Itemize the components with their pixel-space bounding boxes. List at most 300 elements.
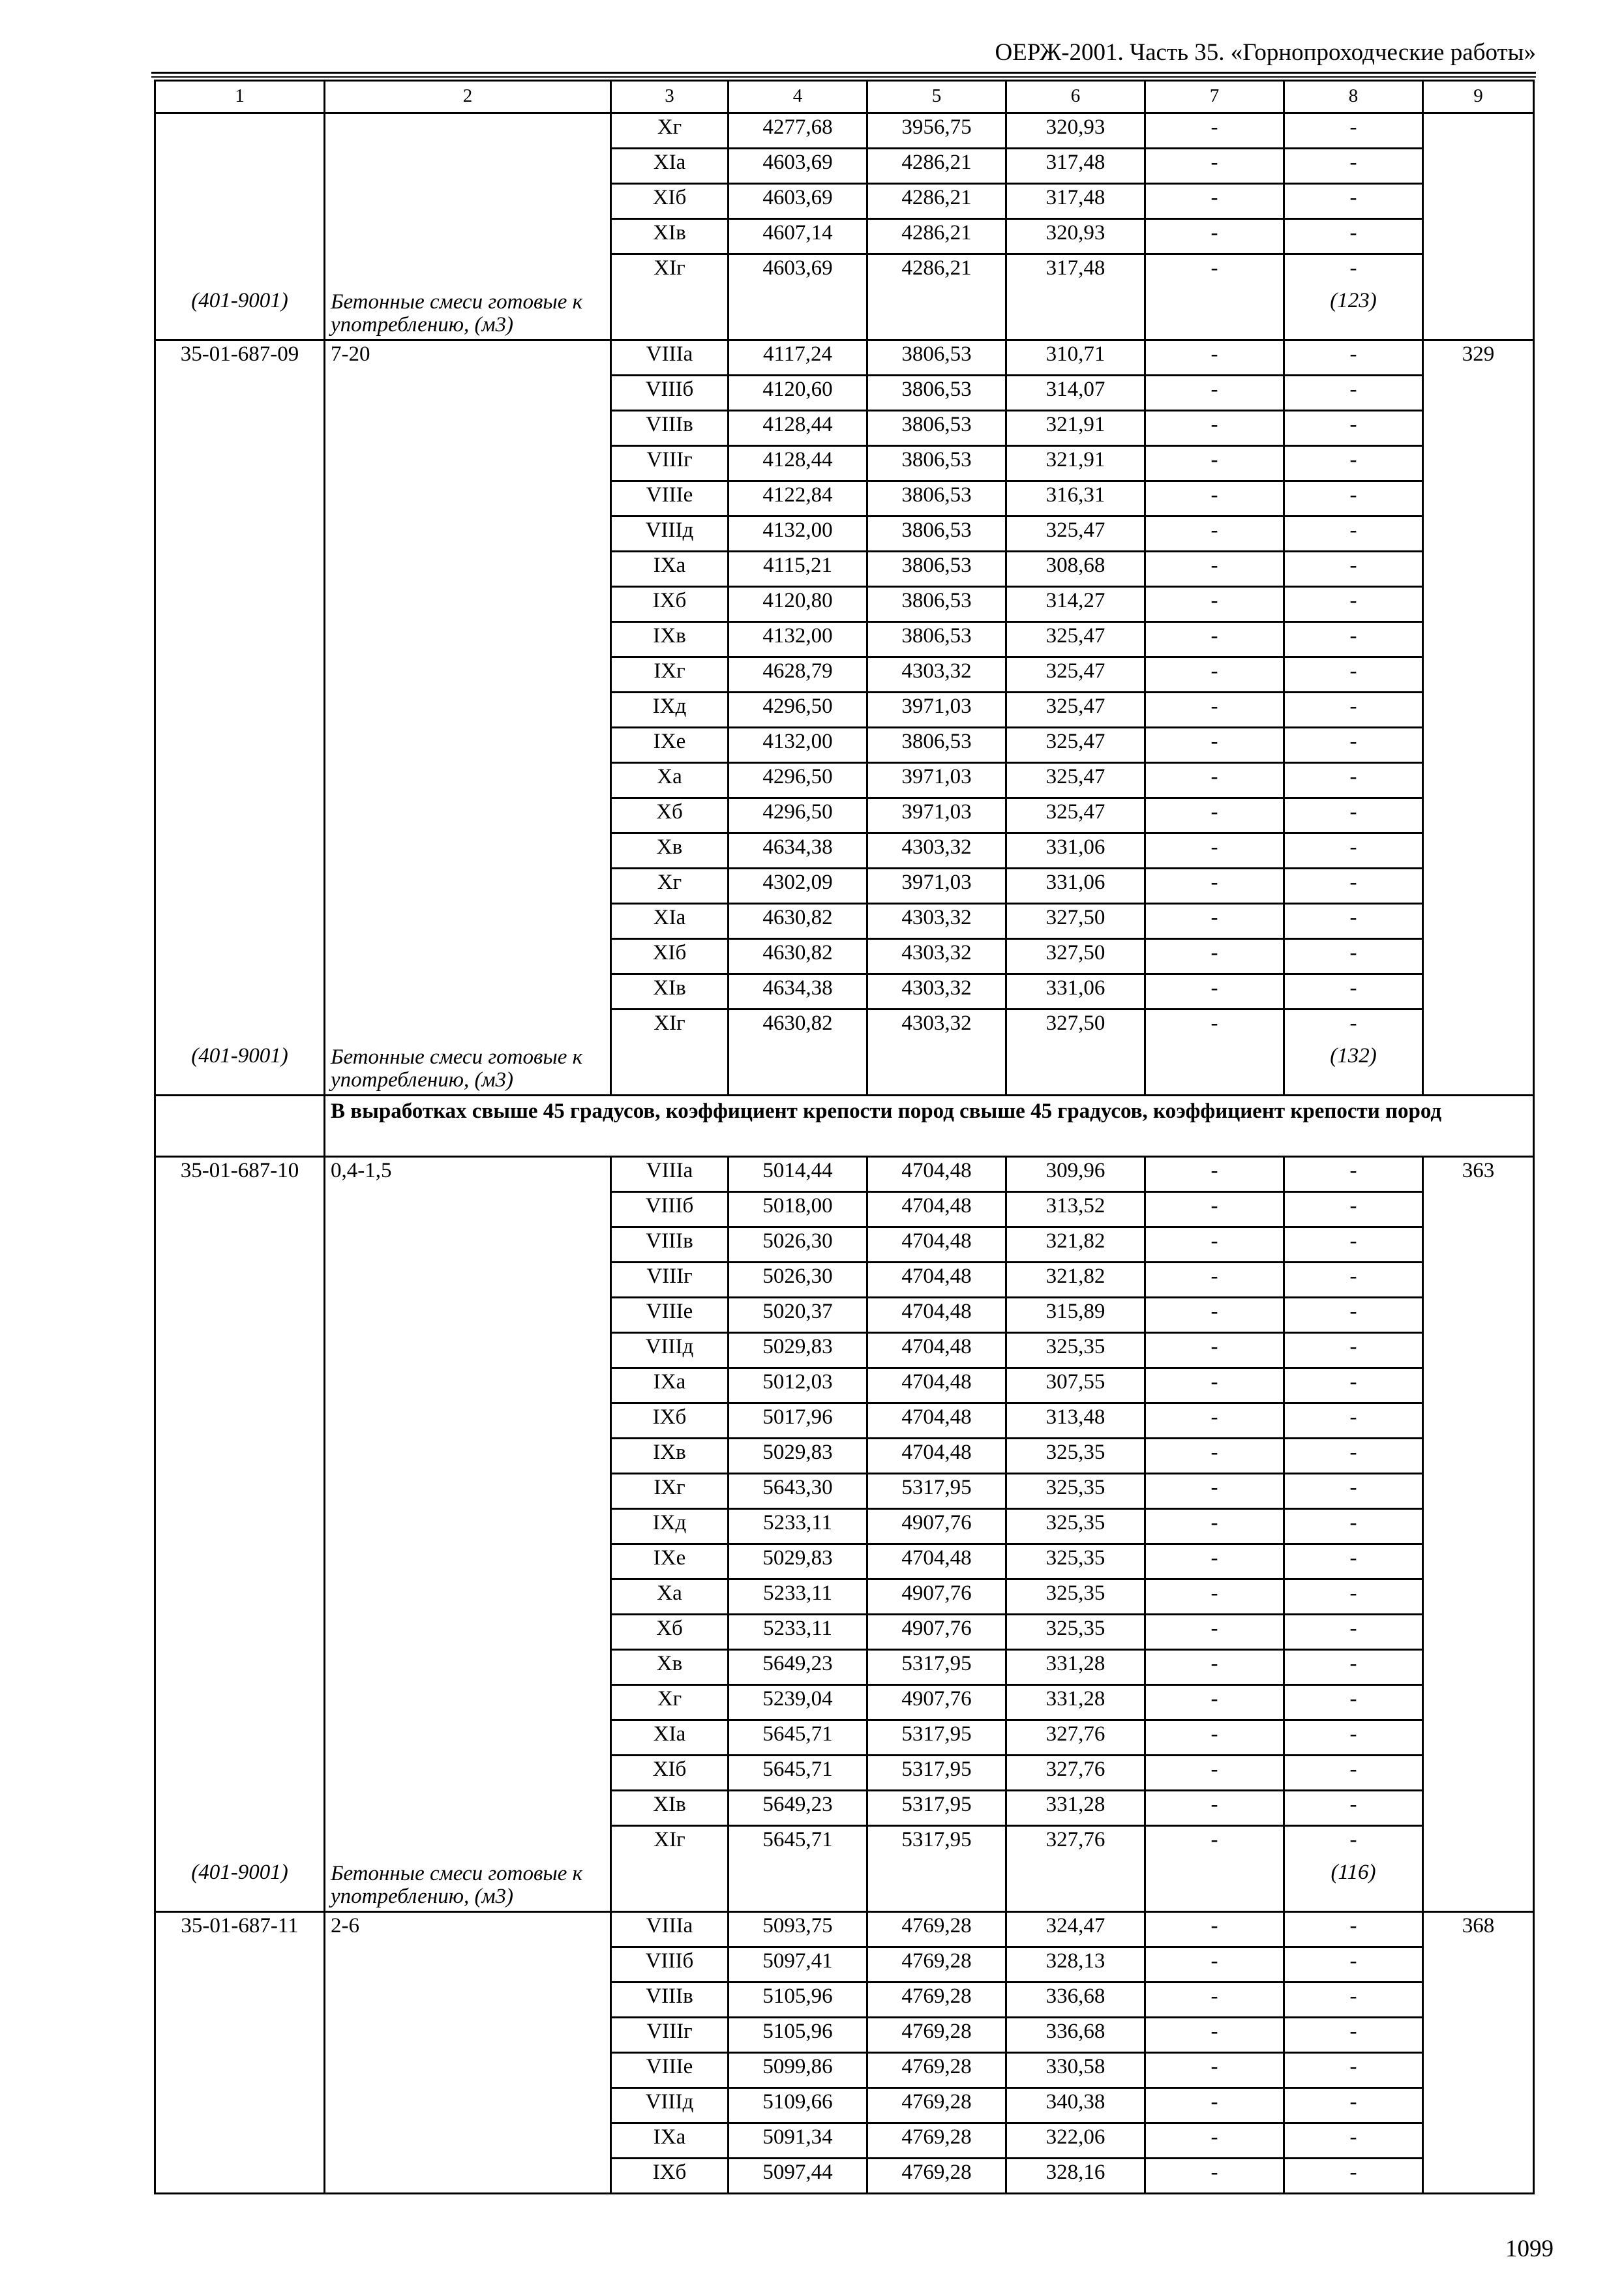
material-extra: - xyxy=(1284,833,1423,869)
parameter xyxy=(325,2053,611,2088)
material-extra: - xyxy=(1284,1650,1423,1685)
material-extra: - xyxy=(1284,1912,1423,1947)
table-row xyxy=(155,1720,1534,1756)
labor-hours xyxy=(1423,1298,1534,1333)
machine-cost: 316,31 xyxy=(1006,481,1145,516)
rate-code xyxy=(155,552,325,587)
parameter xyxy=(325,552,611,587)
total-cost: 5097,41 xyxy=(729,1947,867,1982)
table-row xyxy=(155,1263,1534,1298)
labor-cost: 4704,48 xyxy=(867,1192,1006,1227)
machine-cost: 325,35 xyxy=(1006,1439,1145,1474)
rate-code xyxy=(155,1263,325,1298)
labor-hours xyxy=(1423,254,1534,290)
material-extra: - xyxy=(1284,1157,1423,1192)
total-cost: 5099,86 xyxy=(729,2053,867,2088)
rock-category: VIIIе xyxy=(611,481,729,516)
material-extra: - xyxy=(1284,974,1423,1010)
total-cost: 4634,38 xyxy=(729,833,867,869)
material-extra: - xyxy=(1284,1615,1423,1650)
rate-code xyxy=(155,1509,325,1544)
total-cost: 4302,09 xyxy=(729,869,867,904)
labor-hours xyxy=(1423,1403,1534,1439)
rock-category: VIIIе xyxy=(611,1298,729,1333)
material-extra: - xyxy=(1284,1579,1423,1615)
rock-category: XIб xyxy=(611,939,729,974)
parameter xyxy=(325,728,611,763)
total-cost: 4132,00 xyxy=(729,622,867,657)
total-cost: 5017,96 xyxy=(729,1403,867,1439)
labor-cost: 3806,53 xyxy=(867,552,1006,587)
parameter xyxy=(325,516,611,552)
machine-cost: 320,93 xyxy=(1006,113,1145,149)
table-row xyxy=(155,2053,1534,2088)
parameter xyxy=(325,833,611,869)
labor-cost: 4704,48 xyxy=(867,1157,1006,1192)
material-extra: - xyxy=(1284,552,1423,587)
table-row xyxy=(155,1403,1534,1439)
labor-cost: 3971,03 xyxy=(867,798,1006,833)
machine-cost: 325,35 xyxy=(1006,1509,1145,1544)
parameter xyxy=(325,481,611,516)
total-cost: 5093,75 xyxy=(729,1912,867,1947)
parameter xyxy=(325,411,611,446)
rate-code xyxy=(155,113,325,149)
material-cost: - xyxy=(1145,1720,1284,1756)
material-extra: - xyxy=(1284,1227,1423,1263)
labor-hours xyxy=(1423,1509,1534,1544)
machine-cost: 331,06 xyxy=(1006,833,1145,869)
material-cost: - xyxy=(1145,2159,1284,2194)
material-extra: - xyxy=(1284,1756,1423,1791)
material-cost: - xyxy=(1145,1474,1284,1509)
material-extra: - xyxy=(1284,2053,1423,2088)
rock-category: Xв xyxy=(611,1650,729,1685)
labor-hours xyxy=(1423,657,1534,693)
rate-code xyxy=(155,904,325,939)
table-row xyxy=(155,340,1534,376)
table-row xyxy=(155,481,1534,516)
total-cost: 5091,34 xyxy=(729,2123,867,2159)
rock-category: XIг xyxy=(611,1010,729,1045)
material-extra: - xyxy=(1284,340,1423,376)
total-cost: 5018,00 xyxy=(729,1192,867,1227)
labor-cost: 5317,95 xyxy=(867,1650,1006,1685)
resource-code: (401-9001) xyxy=(155,290,325,340)
rate-code xyxy=(155,1368,325,1403)
labor-hours xyxy=(1423,1947,1534,1982)
table-row xyxy=(155,516,1534,552)
rate-code xyxy=(155,1826,325,1861)
material-cost: - xyxy=(1145,587,1284,622)
labor-cost: 3806,53 xyxy=(867,446,1006,481)
labor-hours xyxy=(1423,1333,1534,1368)
rate-code xyxy=(155,1615,325,1650)
material-extra: - xyxy=(1284,1544,1423,1579)
machine-cost: 314,07 xyxy=(1006,376,1145,411)
material-extra: - xyxy=(1284,622,1423,657)
labor-cost: 4704,48 xyxy=(867,1439,1006,1474)
labor-cost: 3806,53 xyxy=(867,340,1006,376)
rate-code xyxy=(155,2053,325,2088)
resource-label: Бетонные смеси готовые к употреблению, (м3) xyxy=(325,1045,611,1096)
total-cost: 4603,69 xyxy=(729,254,867,290)
price-table xyxy=(154,80,1535,2194)
rock-category: Xг xyxy=(611,1685,729,1720)
material-cost: - xyxy=(1145,798,1284,833)
labor-hours xyxy=(1423,2018,1534,2053)
resource-quantity: (132) xyxy=(1284,1045,1423,1096)
section-empty-cell xyxy=(155,1096,325,1157)
rock-category: VIIIг xyxy=(611,1263,729,1298)
resource-empty-cell xyxy=(611,1861,729,1912)
labor-cost: 5317,95 xyxy=(867,1720,1006,1756)
labor-cost: 4704,48 xyxy=(867,1403,1006,1439)
table-row xyxy=(155,411,1534,446)
material-cost: - xyxy=(1145,1333,1284,1368)
machine-cost: 307,55 xyxy=(1006,1368,1145,1403)
table-row xyxy=(155,1192,1534,1227)
column-number: 2 xyxy=(325,81,611,113)
labor-hours xyxy=(1423,833,1534,869)
material-cost: - xyxy=(1145,2053,1284,2088)
machine-cost: 321,82 xyxy=(1006,1263,1145,1298)
rate-code xyxy=(155,1227,325,1263)
parameter xyxy=(325,1756,611,1791)
material-extra: - xyxy=(1284,1298,1423,1333)
machine-cost: 325,35 xyxy=(1006,1474,1145,1509)
table-row xyxy=(155,1982,1534,2018)
material-cost: - xyxy=(1145,1439,1284,1474)
resource-empty-cell xyxy=(1423,290,1534,340)
labor-cost: 5317,95 xyxy=(867,1791,1006,1826)
machine-cost: 321,91 xyxy=(1006,446,1145,481)
machine-cost: 331,06 xyxy=(1006,974,1145,1010)
rock-category: XIг xyxy=(611,1826,729,1861)
parameter xyxy=(325,376,611,411)
total-cost: 5029,83 xyxy=(729,1439,867,1474)
machine-cost: 320,93 xyxy=(1006,219,1145,254)
material-extra: - xyxy=(1284,1826,1423,1861)
table-row xyxy=(155,254,1534,290)
labor-hours: 368 xyxy=(1423,1912,1534,1947)
total-cost: 5233,11 xyxy=(729,1509,867,1544)
table-row xyxy=(155,1579,1534,1615)
rate-code xyxy=(155,974,325,1010)
labor-cost: 4704,48 xyxy=(867,1544,1006,1579)
machine-cost: 330,58 xyxy=(1006,2053,1145,2088)
labor-cost: 4769,28 xyxy=(867,1982,1006,2018)
total-cost: 4128,44 xyxy=(729,411,867,446)
rate-code xyxy=(155,2123,325,2159)
table-row xyxy=(155,904,1534,939)
material-cost: - xyxy=(1145,1368,1284,1403)
resource-row xyxy=(155,1045,1534,1096)
table-row xyxy=(155,149,1534,184)
column-number: 1 xyxy=(155,81,325,113)
parameter xyxy=(325,1368,611,1403)
labor-cost: 4769,28 xyxy=(867,1947,1006,1982)
machine-cost: 336,68 xyxy=(1006,2018,1145,2053)
labor-hours xyxy=(1423,1263,1534,1298)
total-cost: 5233,11 xyxy=(729,1579,867,1615)
labor-cost: 4286,21 xyxy=(867,184,1006,219)
labor-hours xyxy=(1423,728,1534,763)
machine-cost: 340,38 xyxy=(1006,2088,1145,2123)
labor-hours xyxy=(1423,149,1534,184)
labor-cost: 4286,21 xyxy=(867,219,1006,254)
total-cost: 4120,60 xyxy=(729,376,867,411)
machine-cost: 331,28 xyxy=(1006,1791,1145,1826)
column-number: 5 xyxy=(867,81,1006,113)
machine-cost: 313,52 xyxy=(1006,1192,1145,1227)
material-extra: - xyxy=(1284,904,1423,939)
parameter xyxy=(325,1192,611,1227)
total-cost: 4607,14 xyxy=(729,219,867,254)
rock-category: XIб xyxy=(611,1756,729,1791)
material-extra: - xyxy=(1284,1720,1423,1756)
labor-cost: 5317,95 xyxy=(867,1756,1006,1791)
material-cost: - xyxy=(1145,1650,1284,1685)
rate-code xyxy=(155,1333,325,1368)
rate-code xyxy=(155,1720,325,1756)
material-extra: - xyxy=(1284,657,1423,693)
rock-category: Xг xyxy=(611,113,729,149)
labor-cost: 3806,53 xyxy=(867,516,1006,552)
material-cost: - xyxy=(1145,1157,1284,1192)
material-cost: - xyxy=(1145,2123,1284,2159)
total-cost: 4603,69 xyxy=(729,149,867,184)
machine-cost: 336,68 xyxy=(1006,1982,1145,2018)
rock-category: IXе xyxy=(611,728,729,763)
table-row xyxy=(155,1826,1534,1861)
material-extra: - xyxy=(1284,446,1423,481)
labor-cost: 4907,76 xyxy=(867,1685,1006,1720)
labor-hours xyxy=(1423,1756,1534,1791)
rock-category: IXд xyxy=(611,693,729,728)
total-cost: 4296,50 xyxy=(729,763,867,798)
labor-cost: 4769,28 xyxy=(867,1912,1006,1947)
column-number-row xyxy=(155,81,1534,113)
total-cost: 4296,50 xyxy=(729,798,867,833)
table-row xyxy=(155,587,1534,622)
labor-cost: 3956,75 xyxy=(867,113,1006,149)
parameter xyxy=(325,1579,611,1615)
rate-code xyxy=(155,2018,325,2053)
parameter xyxy=(325,939,611,974)
total-cost: 5645,71 xyxy=(729,1756,867,1791)
total-cost: 4115,21 xyxy=(729,552,867,587)
labor-cost: 3806,53 xyxy=(867,481,1006,516)
rate-code xyxy=(155,1579,325,1615)
labor-hours xyxy=(1423,1192,1534,1227)
labor-hours xyxy=(1423,411,1534,446)
material-extra: - xyxy=(1284,1474,1423,1509)
resource-quantity: (123) xyxy=(1284,290,1423,340)
material-cost: - xyxy=(1145,1509,1284,1544)
material-extra: - xyxy=(1284,1333,1423,1368)
material-extra: - xyxy=(1284,2018,1423,2053)
material-extra: - xyxy=(1284,1685,1423,1720)
labor-cost: 3971,03 xyxy=(867,869,1006,904)
table-row xyxy=(155,1947,1534,1982)
material-cost: - xyxy=(1145,2088,1284,2123)
table-row xyxy=(155,1756,1534,1791)
material-cost: - xyxy=(1145,552,1284,587)
material-cost: - xyxy=(1145,1263,1284,1298)
machine-cost: 310,71 xyxy=(1006,340,1145,376)
total-cost: 5029,83 xyxy=(729,1544,867,1579)
parameter xyxy=(325,798,611,833)
table-row xyxy=(155,1474,1534,1509)
rock-category: IXв xyxy=(611,622,729,657)
parameter xyxy=(325,1263,611,1298)
rate-code xyxy=(155,481,325,516)
labor-cost: 4907,76 xyxy=(867,1615,1006,1650)
labor-hours xyxy=(1423,552,1534,587)
rate-code xyxy=(155,1403,325,1439)
rock-category: XIа xyxy=(611,904,729,939)
total-cost: 4132,00 xyxy=(729,728,867,763)
material-extra: - xyxy=(1284,1263,1423,1298)
parameter xyxy=(325,1509,611,1544)
column-number: 4 xyxy=(729,81,867,113)
resource-row xyxy=(155,1861,1534,1912)
rate-code xyxy=(155,728,325,763)
rock-category: IXв xyxy=(611,1439,729,1474)
resource-code: (401-9001) xyxy=(155,1861,325,1912)
machine-cost: 325,47 xyxy=(1006,657,1145,693)
labor-cost: 4769,28 xyxy=(867,2053,1006,2088)
rate-code xyxy=(155,254,325,290)
resource-empty-cell xyxy=(729,290,867,340)
parameter xyxy=(325,2088,611,2123)
table-row xyxy=(155,1912,1534,1947)
labor-hours xyxy=(1423,1010,1534,1045)
rock-category: Xа xyxy=(611,1579,729,1615)
labor-cost: 4907,76 xyxy=(867,1579,1006,1615)
resource-empty-cell xyxy=(867,1861,1006,1912)
labor-hours xyxy=(1423,1544,1534,1579)
rock-category: XIв xyxy=(611,974,729,1010)
rock-category: VIIIв xyxy=(611,1982,729,2018)
rock-category: VIIIг xyxy=(611,2018,729,2053)
material-cost: - xyxy=(1145,516,1284,552)
material-extra: - xyxy=(1284,1010,1423,1045)
rock-category: Xб xyxy=(611,798,729,833)
rock-category: IXа xyxy=(611,1368,729,1403)
parameter xyxy=(325,149,611,184)
rock-category: VIIIа xyxy=(611,340,729,376)
rock-category: XIа xyxy=(611,149,729,184)
parameter xyxy=(325,446,611,481)
table-row xyxy=(155,184,1534,219)
parameter xyxy=(325,763,611,798)
material-extra: - xyxy=(1284,184,1423,219)
material-cost: - xyxy=(1145,1982,1284,2018)
column-number: 9 xyxy=(1423,81,1534,113)
parameter: 0,4-1,5 xyxy=(325,1157,611,1192)
total-cost: 5105,96 xyxy=(729,1982,867,2018)
material-cost: - xyxy=(1145,904,1284,939)
rate-code xyxy=(155,1298,325,1333)
rock-category: Xг xyxy=(611,869,729,904)
rate-code xyxy=(155,1982,325,2018)
total-cost: 4634,38 xyxy=(729,974,867,1010)
resource-empty-cell xyxy=(729,1861,867,1912)
rock-category: XIв xyxy=(611,219,729,254)
total-cost: 4120,80 xyxy=(729,587,867,622)
parameter xyxy=(325,869,611,904)
rate-code xyxy=(155,219,325,254)
rock-category: IXе xyxy=(611,1544,729,1579)
total-cost: 4630,82 xyxy=(729,1010,867,1045)
table-row xyxy=(155,1227,1534,1263)
machine-cost: 325,47 xyxy=(1006,728,1145,763)
material-extra: - xyxy=(1284,2123,1423,2159)
parameter xyxy=(325,113,611,149)
parameter xyxy=(325,587,611,622)
labor-cost: 4286,21 xyxy=(867,254,1006,290)
labor-hours xyxy=(1423,1474,1534,1509)
table-row xyxy=(155,113,1534,149)
rate-code xyxy=(155,2159,325,2194)
parameter xyxy=(325,184,611,219)
rock-category: Xа xyxy=(611,763,729,798)
machine-cost: 328,13 xyxy=(1006,1947,1145,1982)
rate-code xyxy=(155,587,325,622)
labor-cost: 4303,32 xyxy=(867,1010,1006,1045)
labor-hours xyxy=(1423,184,1534,219)
machine-cost: 331,28 xyxy=(1006,1685,1145,1720)
rate-code xyxy=(155,149,325,184)
table-row xyxy=(155,1615,1534,1650)
material-cost: - xyxy=(1145,113,1284,149)
total-cost: 4630,82 xyxy=(729,939,867,974)
labor-hours xyxy=(1423,1439,1534,1474)
rock-category: XIг xyxy=(611,254,729,290)
labor-hours xyxy=(1423,1579,1534,1615)
machine-cost: 327,76 xyxy=(1006,1720,1145,1756)
resource-empty-cell xyxy=(1145,1045,1284,1096)
material-cost: - xyxy=(1145,1192,1284,1227)
parameter xyxy=(325,657,611,693)
labor-hours xyxy=(1423,1368,1534,1403)
rock-category: Xб xyxy=(611,1615,729,1650)
parameter xyxy=(325,2123,611,2159)
parameter xyxy=(325,1685,611,1720)
machine-cost: 315,89 xyxy=(1006,1298,1145,1333)
resource-empty-cell xyxy=(1006,290,1145,340)
labor-hours xyxy=(1423,1720,1534,1756)
table-row xyxy=(155,1298,1534,1333)
parameter xyxy=(325,622,611,657)
rate-code xyxy=(155,763,325,798)
total-cost: 5239,04 xyxy=(729,1685,867,1720)
parameter xyxy=(325,2018,611,2053)
rate-code xyxy=(155,798,325,833)
material-cost: - xyxy=(1145,869,1284,904)
machine-cost: 331,06 xyxy=(1006,869,1145,904)
material-cost: - xyxy=(1145,2018,1284,2053)
material-cost: - xyxy=(1145,763,1284,798)
labor-hours xyxy=(1423,481,1534,516)
total-cost: 5105,96 xyxy=(729,2018,867,2053)
rate-code: 35-01-687-11 xyxy=(155,1912,325,1947)
rock-category: VIIIб xyxy=(611,1947,729,1982)
total-cost: 4122,84 xyxy=(729,481,867,516)
header-rule xyxy=(151,72,1536,74)
